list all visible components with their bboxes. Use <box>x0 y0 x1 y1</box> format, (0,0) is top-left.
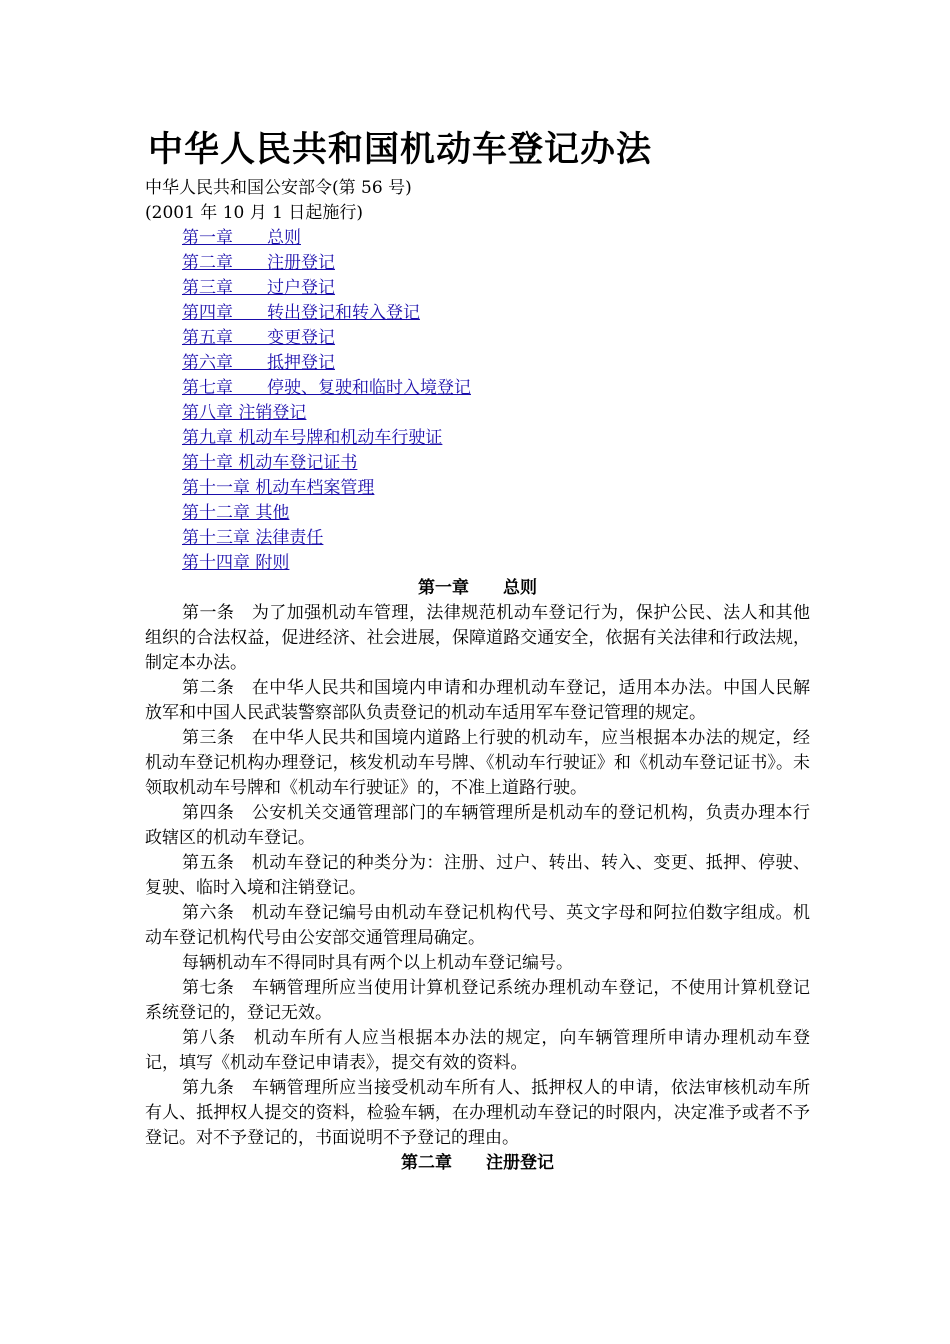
article-number: 第八条 <box>182 1028 254 1048</box>
toc-link-chapter-10[interactable]: 第十章 机动车登记证书 <box>182 453 358 473</box>
document-page <box>145 124 810 1176</box>
toc-item <box>145 451 810 476</box>
article-number: 第五条 <box>182 853 252 873</box>
toc-item <box>145 501 810 526</box>
table-of-contents <box>145 226 810 576</box>
toc-link-chapter-4[interactable]: 第四章 转出登记和转入登记 <box>182 303 420 323</box>
article-9 <box>145 1076 810 1151</box>
toc-link-chapter-6[interactable]: 第六章 抵押登记 <box>182 353 335 373</box>
toc-item <box>145 226 810 251</box>
toc-item <box>145 301 810 326</box>
toc-link-chapter-9[interactable]: 第九章 机动车号牌和机动车行驶证 <box>182 428 443 448</box>
toc-link-chapter-5[interactable]: 第五章 变更登记 <box>182 328 335 348</box>
article-text: 机动车登记编号由机动车登记机构代号、英文字母和阿拉伯数字组成。机动车登记机构代号由公安部交通管理局确定。 <box>145 903 811 948</box>
toc-item <box>145 426 810 451</box>
chapter-1-heading: 第一章 总则 <box>418 578 537 598</box>
article-text: 为了加强机动车管理，法律规范机动车登记行为，保护公民、法人和其他组织的合法权益，促进经济、社会进展，保障道路交通安全，依据有关法律和行政法规，制定本办法。 <box>145 603 811 673</box>
article-5 <box>145 851 810 901</box>
toc-item <box>145 551 810 576</box>
article-number: 第四条 <box>182 803 252 823</box>
article-text: 机动车登记的种类分为：注册、过户、转出、转入、变更、抵押、停驶、复驶、临时入境和注销登记。 <box>145 853 811 898</box>
toc-item <box>145 526 810 551</box>
article-number: 第六条 <box>182 903 252 923</box>
toc-link-chapter-8[interactable]: 第八章 注销登记 <box>182 403 307 423</box>
article-number: 第九条 <box>182 1078 252 1098</box>
article-2 <box>145 676 810 726</box>
article-number: 第三条 <box>182 728 252 748</box>
article-number: 第一条 <box>182 603 252 623</box>
toc-item <box>145 351 810 376</box>
order-number: 中华人民共和国公安部令(第 56 号) <box>145 178 412 198</box>
article-text: 公安机关交通管理部门的车辆管理所是机动车的登记机构，负责办理本行政辖区的机动车登记。 <box>145 803 811 848</box>
article-6-continued <box>145 951 810 976</box>
toc-link-chapter-3[interactable]: 第三章 过户登记 <box>182 278 335 298</box>
article-7 <box>145 976 810 1026</box>
article-text: 车辆管理所应当使用计算机登记系统办理机动车登记，不使用计算机登记系统登记的，登记无效。 <box>145 978 811 1023</box>
article-text: 车辆管理所应当接受机动车所有人、抵押权人的申请，依法审核机动车所有人、抵押权人提交的资料，检验车辆，在办理机动车登记的时限内，决定准予或者不予登记。对不予登记的，书面说明不予登记的理由。 <box>145 1078 811 1148</box>
toc-link-chapter-7[interactable]: 第七章 停驶、复驶和临时入境登记 <box>182 378 471 398</box>
toc-link-chapter-11[interactable]: 第十一章 机动车档案管理 <box>182 478 375 498</box>
effective-date: (2001 年 10 月 1 日起施行) <box>145 203 363 223</box>
toc-item <box>145 476 810 501</box>
toc-item <box>145 401 810 426</box>
article-text: 每辆机动车不得同时具有两个以上机动车登记编号。 <box>182 953 573 973</box>
toc-item <box>145 376 810 401</box>
toc-link-chapter-12[interactable]: 第十二章 其他 <box>182 503 290 523</box>
toc-link-chapter-1[interactable]: 第一章 总则 <box>182 228 301 248</box>
toc-item <box>145 276 810 301</box>
article-4 <box>145 801 810 851</box>
article-number: 第七条 <box>182 978 252 998</box>
toc-item <box>145 326 810 351</box>
toc-link-chapter-2[interactable]: 第二章 注册登记 <box>182 253 335 273</box>
article-number: 第二条 <box>182 678 252 698</box>
toc-link-chapter-13[interactable]: 第十三章 法律责任 <box>182 528 324 548</box>
article-text: 机动车所有人应当根据本办法的规定，向车辆管理所申请办理机动车登记，填写《机动车登记申请表》，提交有效的资料。 <box>145 1028 811 1073</box>
article-1 <box>145 601 810 676</box>
chapter-2-heading: 第二章 注册登记 <box>401 1153 554 1173</box>
article-8 <box>145 1026 810 1076</box>
toc-link-chapter-14[interactable]: 第十四章 附则 <box>182 553 290 573</box>
article-text: 在中华人民共和国境内申请和办理机动车登记，适用本办法。中国人民解放军和中国人民武装警察部队负责登记的机动车适用军车登记管理的规定。 <box>145 678 811 723</box>
article-6 <box>145 901 810 951</box>
toc-item <box>145 251 810 276</box>
article-text: 在中华人民共和国境内道路上行驶的机动车，应当根据本办法的规定，经机动车登记机构办理登记，核发机动车号牌、《机动车行驶证》和《机动车登记证书》。未领取机动车号牌和《机动车行驶证》的，不准上道路行驶。 <box>145 728 811 798</box>
article-3 <box>145 726 810 801</box>
document-title: 中华人民共和国机动车登记办法 <box>148 129 653 170</box>
